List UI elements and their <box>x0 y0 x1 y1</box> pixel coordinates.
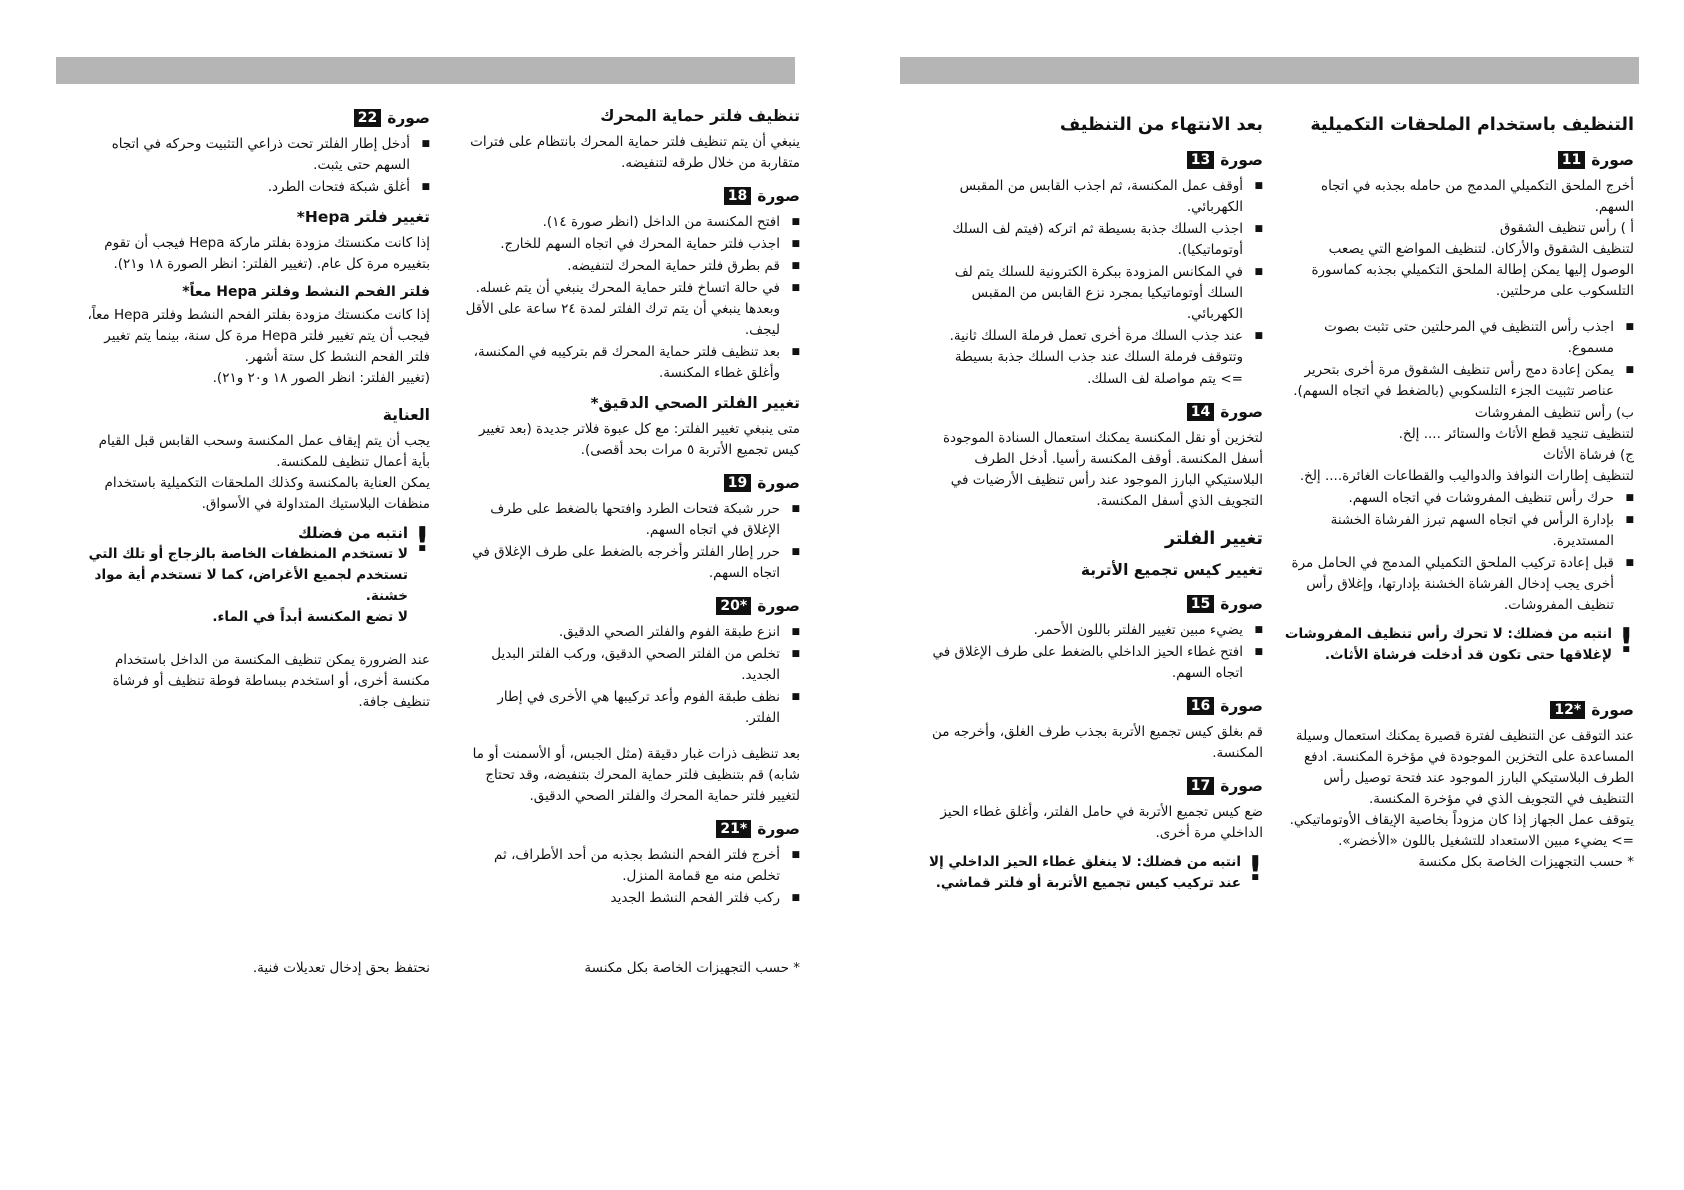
bullet-item: ■ بإدارة الرأس في اتجاه السهم تبرز الفرشاة الخشنة المستديرة. <box>1330 512 1634 549</box>
bullet-item: ■ حرر إطار الفلتر وأخرجه بالضغط على طرف الإغلاق في اتجاه السهم. <box>472 544 800 581</box>
bullet-item: ■ افتح غطاء الحيز الداخلي بالضغط على طرف الإغلاق في اتجاه السهم. <box>932 644 1263 681</box>
warning-note: ! انتبه من فضلك لا تستخدم المنظفات الخاصة بالزجاج أو تلك التي تستخدم لجميع الأغراض، كما لا تستخدم أية مواد خشنة. لا تضع المكنسة أبداً في الماء. <box>88 520 430 625</box>
bullet-item: ■ انزع طبقة الفوم والفلتر الصحي الدقيق. <box>558 624 800 640</box>
paragraph: ضع كيس تجميع الأتربة في حامل الفلتر، وأغلق غطاء الحيز الداخلي مرة أخرى. <box>940 804 1263 841</box>
section-title-hepa: تغيير فلتر Hepa* <box>296 208 430 226</box>
exclamation-icon: ! <box>1247 849 1263 889</box>
bullet-item: ■ يضيء مبين تغيير الفلتر باللون الأحمر. <box>1033 622 1263 638</box>
bullet-item: ■ أخرج فلتر الفحم النشط بجذبه من أحد الأطراف، ثم تخلص منه مع قمامة المنزل. <box>494 847 800 884</box>
figure-13-label: صورة 13 <box>928 148 1263 172</box>
bullet-item: ■ قبل إعادة تركيب الملحق التكميلي المدمج في الحامل مرة أخرى يجب إدخال الفرشاة الخشنة بإدارتها، وإغلاق رأس تنظيف المفروشات. <box>1291 555 1634 613</box>
section-title-accessories: التنظيف باستخدام الملحقات التكميلية <box>1310 115 1634 135</box>
bullet-item: ■ أدخل إطار الفلتر تحت ذراعي التثبيت وحركه في اتجاه السهم حتى يثبت. <box>111 136 430 173</box>
paragraph: (تغيير الفلتر: انظر الصور ١٨ و٢٠ و٢١). <box>212 370 430 386</box>
section-title-care: العناية <box>382 406 430 424</box>
paragraph: عند الضرورة يمكن تنظيف المكنسة من الداخل باستخدام مكنسة أخرى، أو استخدم ببساطة فوطة تنظيف أو فرشاة تنظيف جافة. <box>112 652 430 710</box>
paragraph: لتنظيف الشقوق والأركان. لتنظيف المواضع التي يصعب الوصول إليها يمكن إطالة الملحق التكميلي بجذبه كماسورة التلسكوب على مرحلتين. <box>1311 241 1634 299</box>
figure-11-label: صورة 11 <box>1282 148 1634 172</box>
paragraph: بعد تنظيف ذرات غبار دقيقة (مثل الجبس، أو الأسمنت أو ما شابه) قم بتنظيف فلتر حماية المحرك بتنفيضه، وقد تحتاج لتغيير فلتر حماية المحرك والفلتر الصحي الدقيق. <box>472 746 800 804</box>
paragraph: يمكن العناية بالمكنسة وكذلك الملحقات التكميلية باستخدام منظفات البلاستيك المتداولة في الأسواق. <box>104 475 430 512</box>
bullet-item: ■ أغلق شبكة فتحات الطرد. <box>267 179 430 195</box>
paragraph: يجب أن يتم إيقاف عمل المكنسة وسحب القابس قبل القيام بأية أعمال تنظيف للمكنسة. <box>98 433 430 470</box>
bullet-item: ■ في حالة اتساخ فلتر حماية المحرك ينبغي أن يتم غسله. وبعدها ينبغي أن يتم ترك الفلتر لمدة ٢٤ ساعة على الأقل ليجف. <box>465 280 800 338</box>
section-title-after-cleaning: بعد الانتهاء من التنظيف <box>1059 115 1263 135</box>
figure-22-label: صورة 22 <box>80 106 430 130</box>
paragraph: إذا كانت مكنستك مزودة بفلتر ماركة Hepa فيجب أن تقوم بتغييره مرة كل عام. (تغيير الفلتر: انظر الصورة ١٨ و٢١). <box>104 235 430 272</box>
bullet-item: ■ يمكن إعادة دمج رأس تنظيف الشقوق مرة أخرى بتحرير عناصر تثبيت الجزء التلسكوبي (بالضغط في اتجاه السهم). <box>1293 362 1634 399</box>
column-accessories <box>1282 112 1634 873</box>
item-label-a: أ ) رأس تنظيف الشقوق <box>1499 220 1634 236</box>
item-label-b: ب) رأس تنظيف المفروشات <box>1474 405 1634 421</box>
bullet-item: ■ نظف طبقة الفوم وأعد تركيبها هي الأخرى في إطار الفلتر. <box>497 689 800 726</box>
section-title-motor-filter: تنظيف فلتر حماية المحرك <box>600 107 800 125</box>
paragraph: ينبغي أن يتم تنظيف فلتر حماية المحرك بانتظام على فترات متقاربة من خلال طرقه لتنفيضه. <box>470 134 800 171</box>
section-title-carbon-hepa: فلتر الفحم النشط وفلتر Hepa معاً* <box>182 284 430 300</box>
bullet-item: ■ عند جذب السلك مرة أخرى تعمل فرملة السلك ثانية. وتتوقف فرملة السلك عند جذب السلك جذبة بسيطة <box>949 328 1263 365</box>
column-hepa-care <box>80 106 430 713</box>
section-title-change-filter: تغيير الفلتر <box>1164 529 1263 549</box>
bullet-item: ■ تخلص من الفلتر الصحي الدقيق، وركب الفلتر البديل الجديد. <box>491 646 800 683</box>
paragraph: => يتم مواصلة لف السلك. <box>1087 371 1243 387</box>
warning-note: ! انتبه من فضلك: لا ينغلق غطاء الحيز الداخلي إلا عند تركيب كيس تجميع الأتربة أو فلتر قماشي. <box>929 849 1263 891</box>
paragraph: قم بغلق كيس تجميع الأتربة بجذب طرف الغلق، وأخرجه من المكنسة. <box>931 724 1263 761</box>
figure-21-label: صورة 21* <box>460 817 800 841</box>
column-motor-filter <box>460 104 800 910</box>
figure-12-label: صورة 12* <box>1282 698 1634 722</box>
bullet-item: ■ افتح المكنسة من الداخل (انظر صورة ١٤). <box>542 214 800 230</box>
left-page-header-bar <box>56 57 795 84</box>
figure-20-label: صورة 20* <box>460 594 800 618</box>
figure-14-label: صورة 14 <box>928 400 1263 424</box>
column-after-cleaning <box>928 112 1263 902</box>
warning-note: ! انتبه من فضلك: لا تحرك رأس تنظيف المفروشات لإغلاقها حتى تكون قد أدخلت فرشاة الأثاث. <box>1284 621 1634 663</box>
footnote: * حسب التجهيزات الخاصة بكل مكنسة <box>584 960 800 976</box>
figure-15-label: صورة 15 <box>928 592 1263 616</box>
paragraph: أخرج الملحق التكميلي المدمج من حامله بجذبه في اتجاه السهم. <box>1321 178 1634 215</box>
bullet-item: ■ اجذب رأس التنظيف في المرحلتين حتى تثبت بصوت مسموع. <box>1324 319 1634 356</box>
bullet-item: ■ حرك رأس تنظيف المفروشات في اتجاه السهم. <box>1348 490 1634 506</box>
footnote: * حسب التجهيزات الخاصة بكل مكنسة <box>1418 854 1634 870</box>
exclamation-icon: ! <box>1618 621 1634 661</box>
figure-19-label: صورة 19 <box>460 471 800 495</box>
bullet-item: ■ ركب فلتر الفحم النشط الجديد <box>610 890 800 906</box>
item-label-c: ج) فرشاة الأثاث <box>1543 447 1634 463</box>
figure-18-label: صورة 18 <box>460 184 800 208</box>
section-title-change-bag: تغيير كيس تجميع الأتربة <box>1080 561 1263 579</box>
paragraph: عند التوقف عن التنظيف لفترة قصيرة يمكنك استعمال وسيلة المساعدة على التخزين الموجودة في مؤخرة المكنسة. ادفع الطرف البلاستيكي البارز الموجود عند فتحة توصيل رأس التنظيف في التجويف الذي في مؤخرة المكنسة. <box>1295 728 1634 807</box>
exclamation-icon: ! <box>414 520 430 560</box>
figure-17-label: صورة 17 <box>928 774 1263 798</box>
bullet-item: ■ اجذب فلتر حماية المحرك في اتجاه السهم للخارج. <box>500 236 800 252</box>
bullet-item: ■ بعد تنظيف فلتر حماية المحرك قم بتركيبه في المكنسة، وأغلق غطاء المكنسة. <box>473 344 800 381</box>
bullet-item: ■ أوقف عمل المكنسة، ثم اجذب القابس من المقبس الكهربائي. <box>959 178 1263 215</box>
right-page-header-bar <box>900 57 1639 84</box>
figure-16-label: صورة 16 <box>928 694 1263 718</box>
paragraph: لتخزين أو نقل المكنسة يمكنك استعمال السنادة الموجودة أسفل المكنسة. أوقف المكنسة رأسيا. أدخل الطرف البلاستيكي البارز الموجود عند رأس تنظيف الأرضيات في التجويف الذي أسفل المكنسة. <box>942 430 1263 509</box>
paragraph: لتنظيف إطارات النوافذ والدواليب والقطاعات الغائرة.... إلخ. <box>1299 468 1634 484</box>
paragraph: متى ينبغي تغيير الفلتر: مع كل عبوة فلاتر جديدة (بعد تغيير كيس تجميع الأتربة ٥ مرات بحد أقصى). <box>478 421 800 458</box>
section-title-hygiene-filter: تغيير الفلتر الصحي الدقيق* <box>590 394 800 412</box>
bullet-item: ■ حرر شبكة فتحات الطرد وافتحها بالضغط على طرف الإغلاق في اتجاه السهم. <box>490 501 800 538</box>
bullet-item: ■ في المكانس المزودة ببكرة الكترونية للسلك يتم لف السلك أوتوماتيكيا بمجرد نزع القابس من المقبس الكهربائي. <box>954 264 1263 322</box>
bullet-item: ■ اجذب السلك جذبة بسيطة ثم اتركه (فيتم لف السلك أوتوماتيكيا). <box>952 221 1263 258</box>
bullet-item: ■ قم بطرق فلتر حماية المحرك لتنفيضه. <box>567 258 800 274</box>
footnote: نحتفظ بحق إدخال تعديلات فنية. <box>252 960 430 976</box>
paragraph: يتوقف عمل الجهاز إذا كان مزوداً بخاصية الإيقاف الأوتوماتيكي. <box>1289 812 1634 828</box>
paragraph: لتنظيف تنجيد قطع الأثاث والستائر .... إلخ. <box>1398 426 1634 442</box>
paragraph: إذا كانت مكنستك مزودة بفلتر الفحم النشط وفلتر Hepa معاً، فيجب أن يتم تغيير فلتر Hepa مرة كل سنة، بينما يتم تغيير فلتر الفحم النشط كل ستة أشهر. <box>87 307 430 365</box>
paragraph: => يضيء مبين الاستعداد للتشغيل باللون «الأخضر». <box>1338 833 1634 849</box>
